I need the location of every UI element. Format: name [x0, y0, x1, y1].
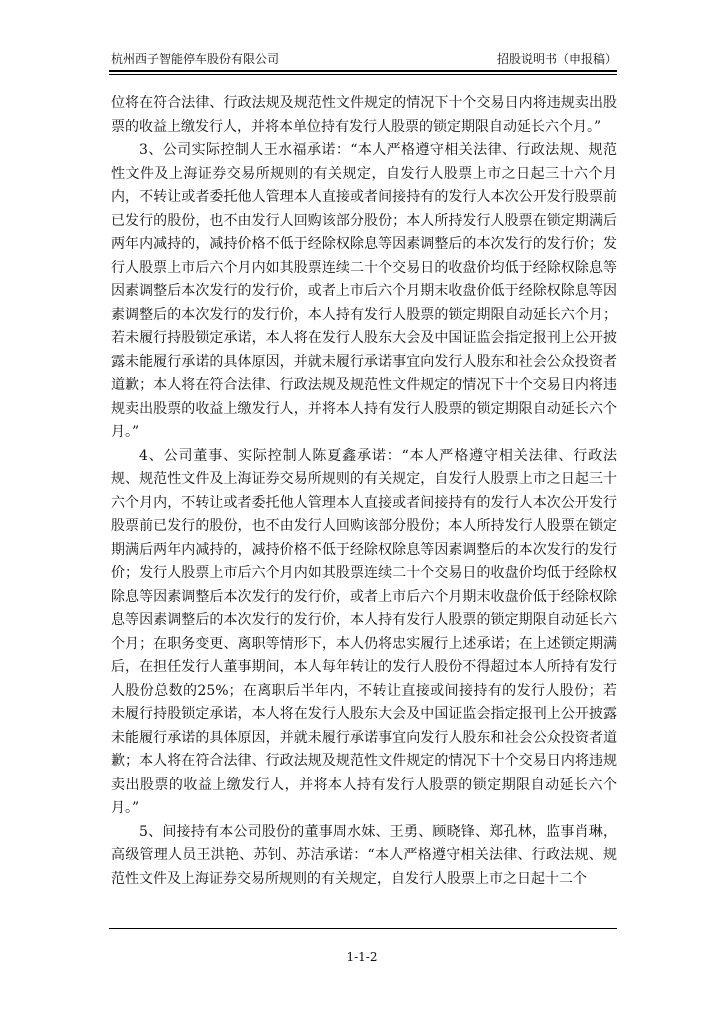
footer-rule — [109, 928, 617, 929]
document-title: 招股说明书（申报稿） — [496, 52, 617, 66]
page-number: 1-1-2 — [346, 950, 378, 964]
paragraph-continuation: 位将在符合法律、行政法规及规范性文件规定的情况下十个交易日内将违规卖出股票的收益上缴发行人，并将本单位持有发行人股票的锁定期限自动延长六个月。” — [111, 95, 617, 135]
paragraph-commitment-5: 5、间接持有本公司股份的董事周水妹、王勇、顾晓锋、郑孔林，监事肖琳，高级管理人员王洪艳、苏钊、苏洁承诺：“本人严格遵守相关法律、行政法规、规范性文件及上海证券交易所规则的有关规定，自发行人股票上市之日起十二个 — [111, 823, 617, 887]
body-text — [111, 92, 617, 891]
header-rule-thick — [109, 70, 617, 72]
page-header — [111, 50, 617, 68]
company-name: 杭州西子智能停车股份有限公司 — [111, 52, 280, 66]
paragraph-commitment-3: 3、公司实际控制人王水福承诺：“本人严格遵守相关法律、行政法规、规范性文件及上海证券交易所规则的有关规定，自发行人股票上市之日起三十六个月内，不转让或者委托他人管理本人直接或者间接持有的发行人本次公开发行股票前已发行的股份，也不由发行人回购该部分股份；本人所持发行人股票在锁定期满后两年内减持的，减持价格不低于经除权除息等因素调整后的本次发行的发行价；发行人股票上市后六个月内如其股票连续二十个交易日的收盘价均低于经除权除息等因素调整后本次发行的发行价，或者上市后六个月期末收盘价低于经除权除息等因素调整后的本次发行的发行价，本人持有发行人股票的锁定期限自动延长六个月；若未履行持股锁定承诺，本人将在发行人股东大会及中国证监会指定报刊上公开披露未能履行承诺的具体原因，并就未履行承诺事宜向发行人股东和社会公众投资者道歉；本人将在符合法律、行政法规及规范性文件规定的情况下十个交易日内将违规卖出股票的收益上缴发行人，并将本人持有发行人股票的锁定期限自动延长六个月。” — [111, 142, 617, 440]
header-rule-thin — [109, 74, 617, 75]
paragraph-commitment-4: 4、公司董事、实际控制人陈夏鑫承诺：“本人严格遵守相关法律、行政法规、规范性文件及上海证券交易所规则的有关规定，自发行人股票上市之日起三十六个月内，不转让或者委托他人管理本人直接或者间接持有的发行人本次公开发行股票前已发行的股份，也不由发行人回购该部分股份；本人所持发行人股票在锁定期满后两年内减持的，减持价格不低于经除权除息等因素调整后的本次发行的发行价；发行人股票上市后六个月内如其股票连续二十个交易日的收盘价均低于经除权除息等因素调整后本次发行的发行价，或者上市后六个月期末收盘价低于经除权除息等因素调整后的本次发行的发行价，本人持有发行人股票的锁定期限自动延长六个月；在职务变更、离职等情形下，本人仍将忠实履行上述承诺；在上述锁定期满后，在担任发行人董事期间，本人每年转让的发行人股份不得超过本人所持有发行人股份总数的25%；在离职后半年内，不转让直接或间接持有的发行人股份；若未履行持股锁定承诺，本人将在发行人股东大会及中国证监会指定报刊上公开披露未能履行承诺的具体原因，并就未履行承诺事宜向发行人股东和社会公众投资者道歉；本人将在符合法律、行政法规及规范性文件规定的情况下十个交易日内将违规卖出股票的收益上缴发行人，并将本人持有发行人股票的锁定期限自动延长六个月。” — [111, 447, 617, 816]
